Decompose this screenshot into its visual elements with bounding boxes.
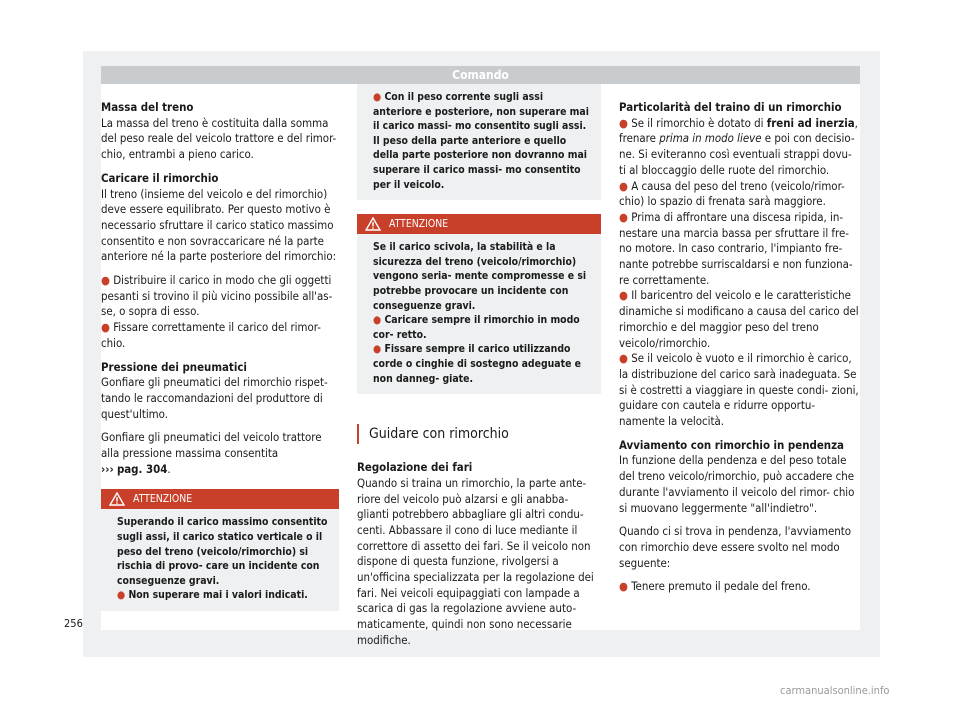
warning-header xyxy=(101,489,339,509)
list-item: ● Fissare correttamente il carico del rimor- chio. xyxy=(101,320,321,350)
warning-box xyxy=(101,489,339,611)
paragraph: Gonfiare gli pneumatici del rimorchio rispet- tando le raccomandazioni del produttore di quest'ultimo. xyxy=(101,375,328,421)
warning-continuation xyxy=(357,84,601,200)
list-item: ● Il baricentro del veicolo e le caratteristiche dinamiche si modificano a causa del carico del rimorchio e del maggior peso del treno veicolo/rimorchio. xyxy=(619,288,859,350)
list-item: ● Se il rimorchio è dotato di freni ad inerzia, frenare prima in modo lieve e poi con decisio- ne. Si eviteranno così eventuali strappi dovu- ti al bloccaggio delle ruote del rimorchio. xyxy=(619,115,858,177)
warning-box xyxy=(357,214,601,394)
watermark: carmanualsonline.info xyxy=(780,684,890,697)
heading-particolarita: Particolarità del traino di un rimorchio xyxy=(619,100,842,114)
column-right xyxy=(619,100,859,595)
warning-icon xyxy=(365,217,381,231)
paragraph: In funzione della pendenza e del peso totale del treno veicolo/rimorchio, può accadere che durante l'avviamento il veicolo del rimor- chio si muovano leggermente "all'indietro". xyxy=(619,453,855,515)
paragraph: La massa del treno è costituita dalla somma del peso reale del veicolo trattore e del rimor- chio, entrambi a pieno carico. xyxy=(101,115,337,162)
paragraph: Il treno (insieme del veicolo e del rimorchio) deve essere equilibrato. Per questo motivo è necessario sfruttare il carico statico massimo consentito e non sovraccaricare né la parte anteriore né la parte posteriore del rimorchio: xyxy=(101,186,337,264)
paragraph: Gonfiare gli pneumatici del veicolo trattore alla pressione massima consentita ››› pag. 304. xyxy=(101,430,322,476)
list-item: ● Distribuire il carico in modo che gli oggetti pesanti si trovino il più vicino possibile all'as- se, o sopra di esso. xyxy=(101,273,333,319)
list-item: ● Tenere premuto il pedale del freno. xyxy=(619,579,811,594)
warning-title: ATTENZIONE xyxy=(389,218,449,231)
heading-avviamento: Avviamento con rimorchio in pendenza xyxy=(619,437,844,452)
heading-fari: Regolazione dei fari xyxy=(357,460,473,475)
column-middle xyxy=(357,84,601,649)
warning-list-item: ● Caricare sempre il rimorchio in modo cor- retto. xyxy=(373,314,580,341)
section-title: Guidare con rimorchio xyxy=(357,424,601,444)
page-link[interactable]: pag. 304 xyxy=(116,461,168,476)
heading-pressione: Pressione dei pneumatici xyxy=(101,359,247,374)
warning-list-item: ● Non superare mai i valori indicati. xyxy=(117,589,308,602)
list-item: ● Prima di affrontare una discesa ripida, in- nestare una marcia bassa per sfruttare il fre- no motore. In caso contrario, l'impianto fre- nante potrebbe surriscaldarsi e non funziona- re correttamente. xyxy=(619,209,853,287)
heading-caricare: Caricare il rimorchio xyxy=(101,170,219,185)
page-number: 256 xyxy=(64,617,83,630)
warning-header xyxy=(357,214,601,234)
warning-text: Superando il carico massimo consentito sugli assi, il carico statico verticale o il peso del treno (veicolo/rimorchio) si rischia di provo- care un incidente con conseguenze gravi. xyxy=(117,516,328,587)
warning-list-item: ● Fissare sempre il carico utilizzando corde o cinghie di sostegno adeguate e non danneg- giate. xyxy=(373,343,582,385)
column-left xyxy=(101,100,339,611)
page-content xyxy=(101,84,860,647)
warning-list-item: ● Con il peso corrente sugli assi anteriore e posteriore, non superare mai il carico massi- mo consentito sugli assi. Il peso della parte anteriore e quello della parte posteriore non dovranno mai superare il carico massi- mo consentito per il veicolo. xyxy=(373,91,589,191)
paragraph: Quando ci si trova in pendenza, l'avviamento con rimorchio deve essere svolto nel modo seguente: xyxy=(619,524,852,570)
page-header: Comando xyxy=(101,66,860,84)
paragraph: Quando si traina un rimorchio, la parte ante- riore del veicolo può alzarsi e gli anabba- glianti potrebbero abbagliare gli altri condu- centi. Abbassare il cono di luce mediante il correttore di assetto dei fari. Se il veicolo non dispone di questa funzione, rivolgersi a un'officina specializzata per la regolazione dei fari. Nei veicoli equipaggiati con lampade a scarica di gas la regolazione avviene auto- maticamente, quindi non sono necessarie modifiche. xyxy=(357,475,594,647)
list-item: ● A causa del peso del treno (veicolo/rimor- chio) lo spazio di frenata sarà maggiore. xyxy=(619,178,845,209)
heading-massa: Massa del treno xyxy=(101,100,194,114)
warning-icon xyxy=(109,492,125,506)
warning-title: ATTENZIONE xyxy=(133,493,193,506)
list-item: ● Se il veicolo è vuoto e il rimorchio è carico, la distribuzione del carico sarà inadeguata. Se si è costretti a viaggiare in queste condi- zioni, guidare con cautela e ridurre opportu- namente la velocità. xyxy=(619,351,859,429)
warning-text: Se il carico scivola, la stabilità e la sicurezza del treno (veicolo/rimorchio) vengono seria- mente compromesse e si potrebbe provocare un incidente con conseguenze gravi. xyxy=(373,241,587,312)
